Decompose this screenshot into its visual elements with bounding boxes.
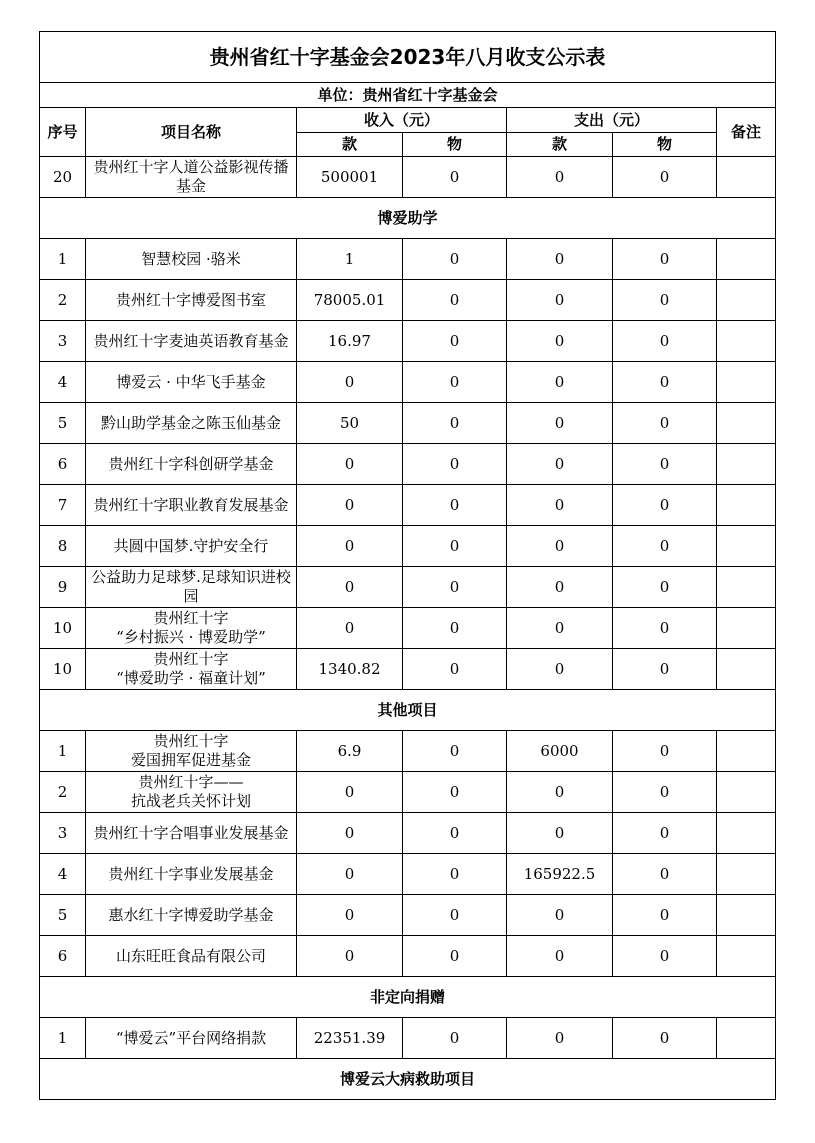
row-remark bbox=[717, 1018, 776, 1059]
row-remark bbox=[717, 526, 776, 567]
row-seq: 3 bbox=[40, 813, 86, 854]
row-project-name: 共圆中国梦.守护安全行 bbox=[86, 526, 297, 567]
row-remark bbox=[717, 608, 776, 649]
row-remark bbox=[717, 813, 776, 854]
row-seq: 5 bbox=[40, 403, 86, 444]
unit-label: 单位：贵州省红十字基金会 bbox=[40, 83, 776, 108]
section-title: 博爱助学 bbox=[40, 198, 776, 239]
row-expense-goods: 0 bbox=[613, 526, 717, 567]
row-project-name: 贵州红十字 “博爱助学 · 福童计划” bbox=[86, 649, 297, 690]
row-remark bbox=[717, 854, 776, 895]
table-row bbox=[40, 444, 776, 485]
row-expense-cash: 0 bbox=[507, 526, 613, 567]
row-seq: 6 bbox=[40, 936, 86, 977]
row-income-goods: 0 bbox=[403, 731, 507, 772]
row-seq: 10 bbox=[40, 649, 86, 690]
row-expense-cash: 0 bbox=[507, 485, 613, 526]
row-remark bbox=[717, 731, 776, 772]
row-expense-goods: 0 bbox=[613, 608, 717, 649]
row-project-name: 黔山助学基金之陈玉仙基金 bbox=[86, 403, 297, 444]
row-income-goods: 0 bbox=[403, 936, 507, 977]
row-expense-cash: 0 bbox=[507, 608, 613, 649]
row-project-name: 贵州红十字博爱图书室 bbox=[86, 280, 297, 321]
row-expense-goods: 0 bbox=[613, 731, 717, 772]
row-expense-goods: 0 bbox=[613, 485, 717, 526]
table-row bbox=[40, 772, 776, 813]
row-income-cash: 16.97 bbox=[297, 321, 403, 362]
row-expense-goods: 0 bbox=[613, 1018, 717, 1059]
row-income-cash: 0 bbox=[297, 854, 403, 895]
row-project-name: 公益助力足球梦.足球知识进校园 bbox=[86, 567, 297, 608]
row-income-cash: 0 bbox=[297, 567, 403, 608]
row-expense-goods: 0 bbox=[613, 854, 717, 895]
table-row bbox=[40, 936, 776, 977]
row-income-cash: 0 bbox=[297, 772, 403, 813]
row-seq: 3 bbox=[40, 321, 86, 362]
row-seq: 10 bbox=[40, 608, 86, 649]
row-expense-goods: 0 bbox=[613, 321, 717, 362]
row-project-name: 贵州红十字 爱国拥军促进基金 bbox=[86, 731, 297, 772]
table-row bbox=[40, 239, 776, 280]
row-expense-cash: 0 bbox=[507, 936, 613, 977]
table-row bbox=[40, 280, 776, 321]
row-remark bbox=[717, 649, 776, 690]
row-income-goods: 0 bbox=[403, 608, 507, 649]
row-remark bbox=[717, 362, 776, 403]
row-expense-cash: 6000 bbox=[507, 731, 613, 772]
section-header-row bbox=[40, 690, 776, 731]
row-income-cash: 50 bbox=[297, 403, 403, 444]
row-income-cash: 0 bbox=[297, 895, 403, 936]
row-seq: 1 bbox=[40, 239, 86, 280]
row-seq: 2 bbox=[40, 280, 86, 321]
row-remark bbox=[717, 239, 776, 280]
row-seq: 7 bbox=[40, 485, 86, 526]
row-expense-goods: 0 bbox=[613, 813, 717, 854]
row-project-name: 智慧校园 ·骆米 bbox=[86, 239, 297, 280]
row-expense-cash: 0 bbox=[507, 321, 613, 362]
row-seq: 20 bbox=[40, 157, 86, 198]
row-remark bbox=[717, 567, 776, 608]
table-row bbox=[40, 321, 776, 362]
row-expense-goods: 0 bbox=[613, 157, 717, 198]
row-expense-cash: 165922.5 bbox=[507, 854, 613, 895]
row-income-cash: 0 bbox=[297, 936, 403, 977]
row-project-name: 贵州红十字麦迪英语教育基金 bbox=[86, 321, 297, 362]
row-remark bbox=[717, 280, 776, 321]
disclosure-table bbox=[39, 31, 776, 1100]
row-project-name: 贵州红十字—— 抗战老兵关怀计划 bbox=[86, 772, 297, 813]
row-income-cash: 500001 bbox=[297, 157, 403, 198]
row-expense-goods: 0 bbox=[613, 772, 717, 813]
row-expense-goods: 0 bbox=[613, 649, 717, 690]
row-income-goods: 0 bbox=[403, 772, 507, 813]
row-income-cash: 1340.82 bbox=[297, 649, 403, 690]
table-row bbox=[40, 854, 776, 895]
table-row bbox=[40, 485, 776, 526]
row-project-name: 贵州红十字人道公益影视传播基金 bbox=[86, 157, 297, 198]
row-seq: 1 bbox=[40, 1018, 86, 1059]
section-title: 博爱云大病救助项目 bbox=[40, 1059, 776, 1100]
row-income-cash: 0 bbox=[297, 608, 403, 649]
row-income-cash: 1 bbox=[297, 239, 403, 280]
header-income: 收入（元） bbox=[297, 108, 507, 133]
row-income-cash: 22351.39 bbox=[297, 1018, 403, 1059]
row-income-goods: 0 bbox=[403, 485, 507, 526]
header-expense-goods: 物 bbox=[613, 133, 717, 157]
header-expense: 支出（元） bbox=[507, 108, 717, 133]
section-header-row bbox=[40, 198, 776, 239]
header-remark: 备注 bbox=[717, 108, 776, 157]
row-income-goods: 0 bbox=[403, 526, 507, 567]
table-row bbox=[40, 731, 776, 772]
row-income-goods: 0 bbox=[403, 813, 507, 854]
row-expense-goods: 0 bbox=[613, 239, 717, 280]
section-title: 其他项目 bbox=[40, 690, 776, 731]
row-expense-cash: 0 bbox=[507, 280, 613, 321]
row-expense-goods: 0 bbox=[613, 895, 717, 936]
row-project-name: 惠水红十字博爱助学基金 bbox=[86, 895, 297, 936]
header-expense-cash: 款 bbox=[507, 133, 613, 157]
row-income-goods: 0 bbox=[403, 403, 507, 444]
row-income-goods: 0 bbox=[403, 567, 507, 608]
row-expense-cash: 0 bbox=[507, 649, 613, 690]
header-seq: 序号 bbox=[40, 108, 86, 157]
row-expense-goods: 0 bbox=[613, 567, 717, 608]
row-income-goods: 0 bbox=[403, 854, 507, 895]
row-seq: 4 bbox=[40, 854, 86, 895]
row-expense-goods: 0 bbox=[613, 444, 717, 485]
row-income-goods: 0 bbox=[403, 239, 507, 280]
row-expense-cash: 0 bbox=[507, 895, 613, 936]
table-row bbox=[40, 895, 776, 936]
row-remark bbox=[717, 772, 776, 813]
row-project-name: 贵州红十字职业教育发展基金 bbox=[86, 485, 297, 526]
row-income-cash: 0 bbox=[297, 362, 403, 403]
table-row bbox=[40, 362, 776, 403]
row-remark bbox=[717, 936, 776, 977]
section-header-row bbox=[40, 977, 776, 1018]
table-row bbox=[40, 403, 776, 444]
row-income-goods: 0 bbox=[403, 1018, 507, 1059]
header-income-cash: 款 bbox=[297, 133, 403, 157]
row-seq: 5 bbox=[40, 895, 86, 936]
row-seq: 4 bbox=[40, 362, 86, 403]
row-expense-cash: 0 bbox=[507, 362, 613, 403]
row-remark bbox=[717, 444, 776, 485]
row-income-goods: 0 bbox=[403, 157, 507, 198]
header-name: 项目名称 bbox=[86, 108, 297, 157]
table-row bbox=[40, 1018, 776, 1059]
table-row bbox=[40, 157, 776, 198]
row-expense-cash: 0 bbox=[507, 157, 613, 198]
row-income-cash: 0 bbox=[297, 526, 403, 567]
table-row bbox=[40, 567, 776, 608]
table-row bbox=[40, 813, 776, 854]
row-remark bbox=[717, 321, 776, 362]
row-income-cash: 0 bbox=[297, 813, 403, 854]
row-project-name: 贵州红十字科创研学基金 bbox=[86, 444, 297, 485]
table-row bbox=[40, 649, 776, 690]
row-project-name: 贵州红十字合唱事业发展基金 bbox=[86, 813, 297, 854]
row-expense-goods: 0 bbox=[613, 403, 717, 444]
row-project-name: 贵州红十字 “乡村振兴 · 博爱助学” bbox=[86, 608, 297, 649]
row-expense-cash: 0 bbox=[507, 444, 613, 485]
row-expense-cash: 0 bbox=[507, 1018, 613, 1059]
row-project-name: 博爱云 · 中华飞手基金 bbox=[86, 362, 297, 403]
row-remark bbox=[717, 485, 776, 526]
row-seq: 2 bbox=[40, 772, 86, 813]
row-expense-cash: 0 bbox=[507, 239, 613, 280]
row-income-cash: 0 bbox=[297, 444, 403, 485]
row-income-goods: 0 bbox=[403, 444, 507, 485]
row-income-cash: 6.9 bbox=[297, 731, 403, 772]
row-remark bbox=[717, 895, 776, 936]
row-remark bbox=[717, 403, 776, 444]
row-remark bbox=[717, 157, 776, 198]
page-title: 贵州省红十字基金会2023年八月收支公示表 bbox=[40, 32, 776, 83]
row-expense-cash: 0 bbox=[507, 772, 613, 813]
row-income-goods: 0 bbox=[403, 280, 507, 321]
row-income-goods: 0 bbox=[403, 895, 507, 936]
row-income-cash: 0 bbox=[297, 485, 403, 526]
row-project-name: 贵州红十字事业发展基金 bbox=[86, 854, 297, 895]
row-income-goods: 0 bbox=[403, 321, 507, 362]
row-income-cash: 78005.01 bbox=[297, 280, 403, 321]
row-expense-cash: 0 bbox=[507, 813, 613, 854]
row-seq: 1 bbox=[40, 731, 86, 772]
row-income-goods: 0 bbox=[403, 649, 507, 690]
row-seq: 6 bbox=[40, 444, 86, 485]
row-project-name: 山东旺旺食品有限公司 bbox=[86, 936, 297, 977]
row-seq: 9 bbox=[40, 567, 86, 608]
table-row bbox=[40, 608, 776, 649]
table-row bbox=[40, 526, 776, 567]
row-expense-goods: 0 bbox=[613, 280, 717, 321]
row-expense-cash: 0 bbox=[507, 567, 613, 608]
row-project-name: “博爱云”平台网络捐款 bbox=[86, 1018, 297, 1059]
row-expense-goods: 0 bbox=[613, 936, 717, 977]
row-income-goods: 0 bbox=[403, 362, 507, 403]
section-title: 非定向捐赠 bbox=[40, 977, 776, 1018]
header-income-goods: 物 bbox=[403, 133, 507, 157]
row-expense-cash: 0 bbox=[507, 403, 613, 444]
row-expense-goods: 0 bbox=[613, 362, 717, 403]
row-seq: 8 bbox=[40, 526, 86, 567]
section-header-row bbox=[40, 1059, 776, 1100]
